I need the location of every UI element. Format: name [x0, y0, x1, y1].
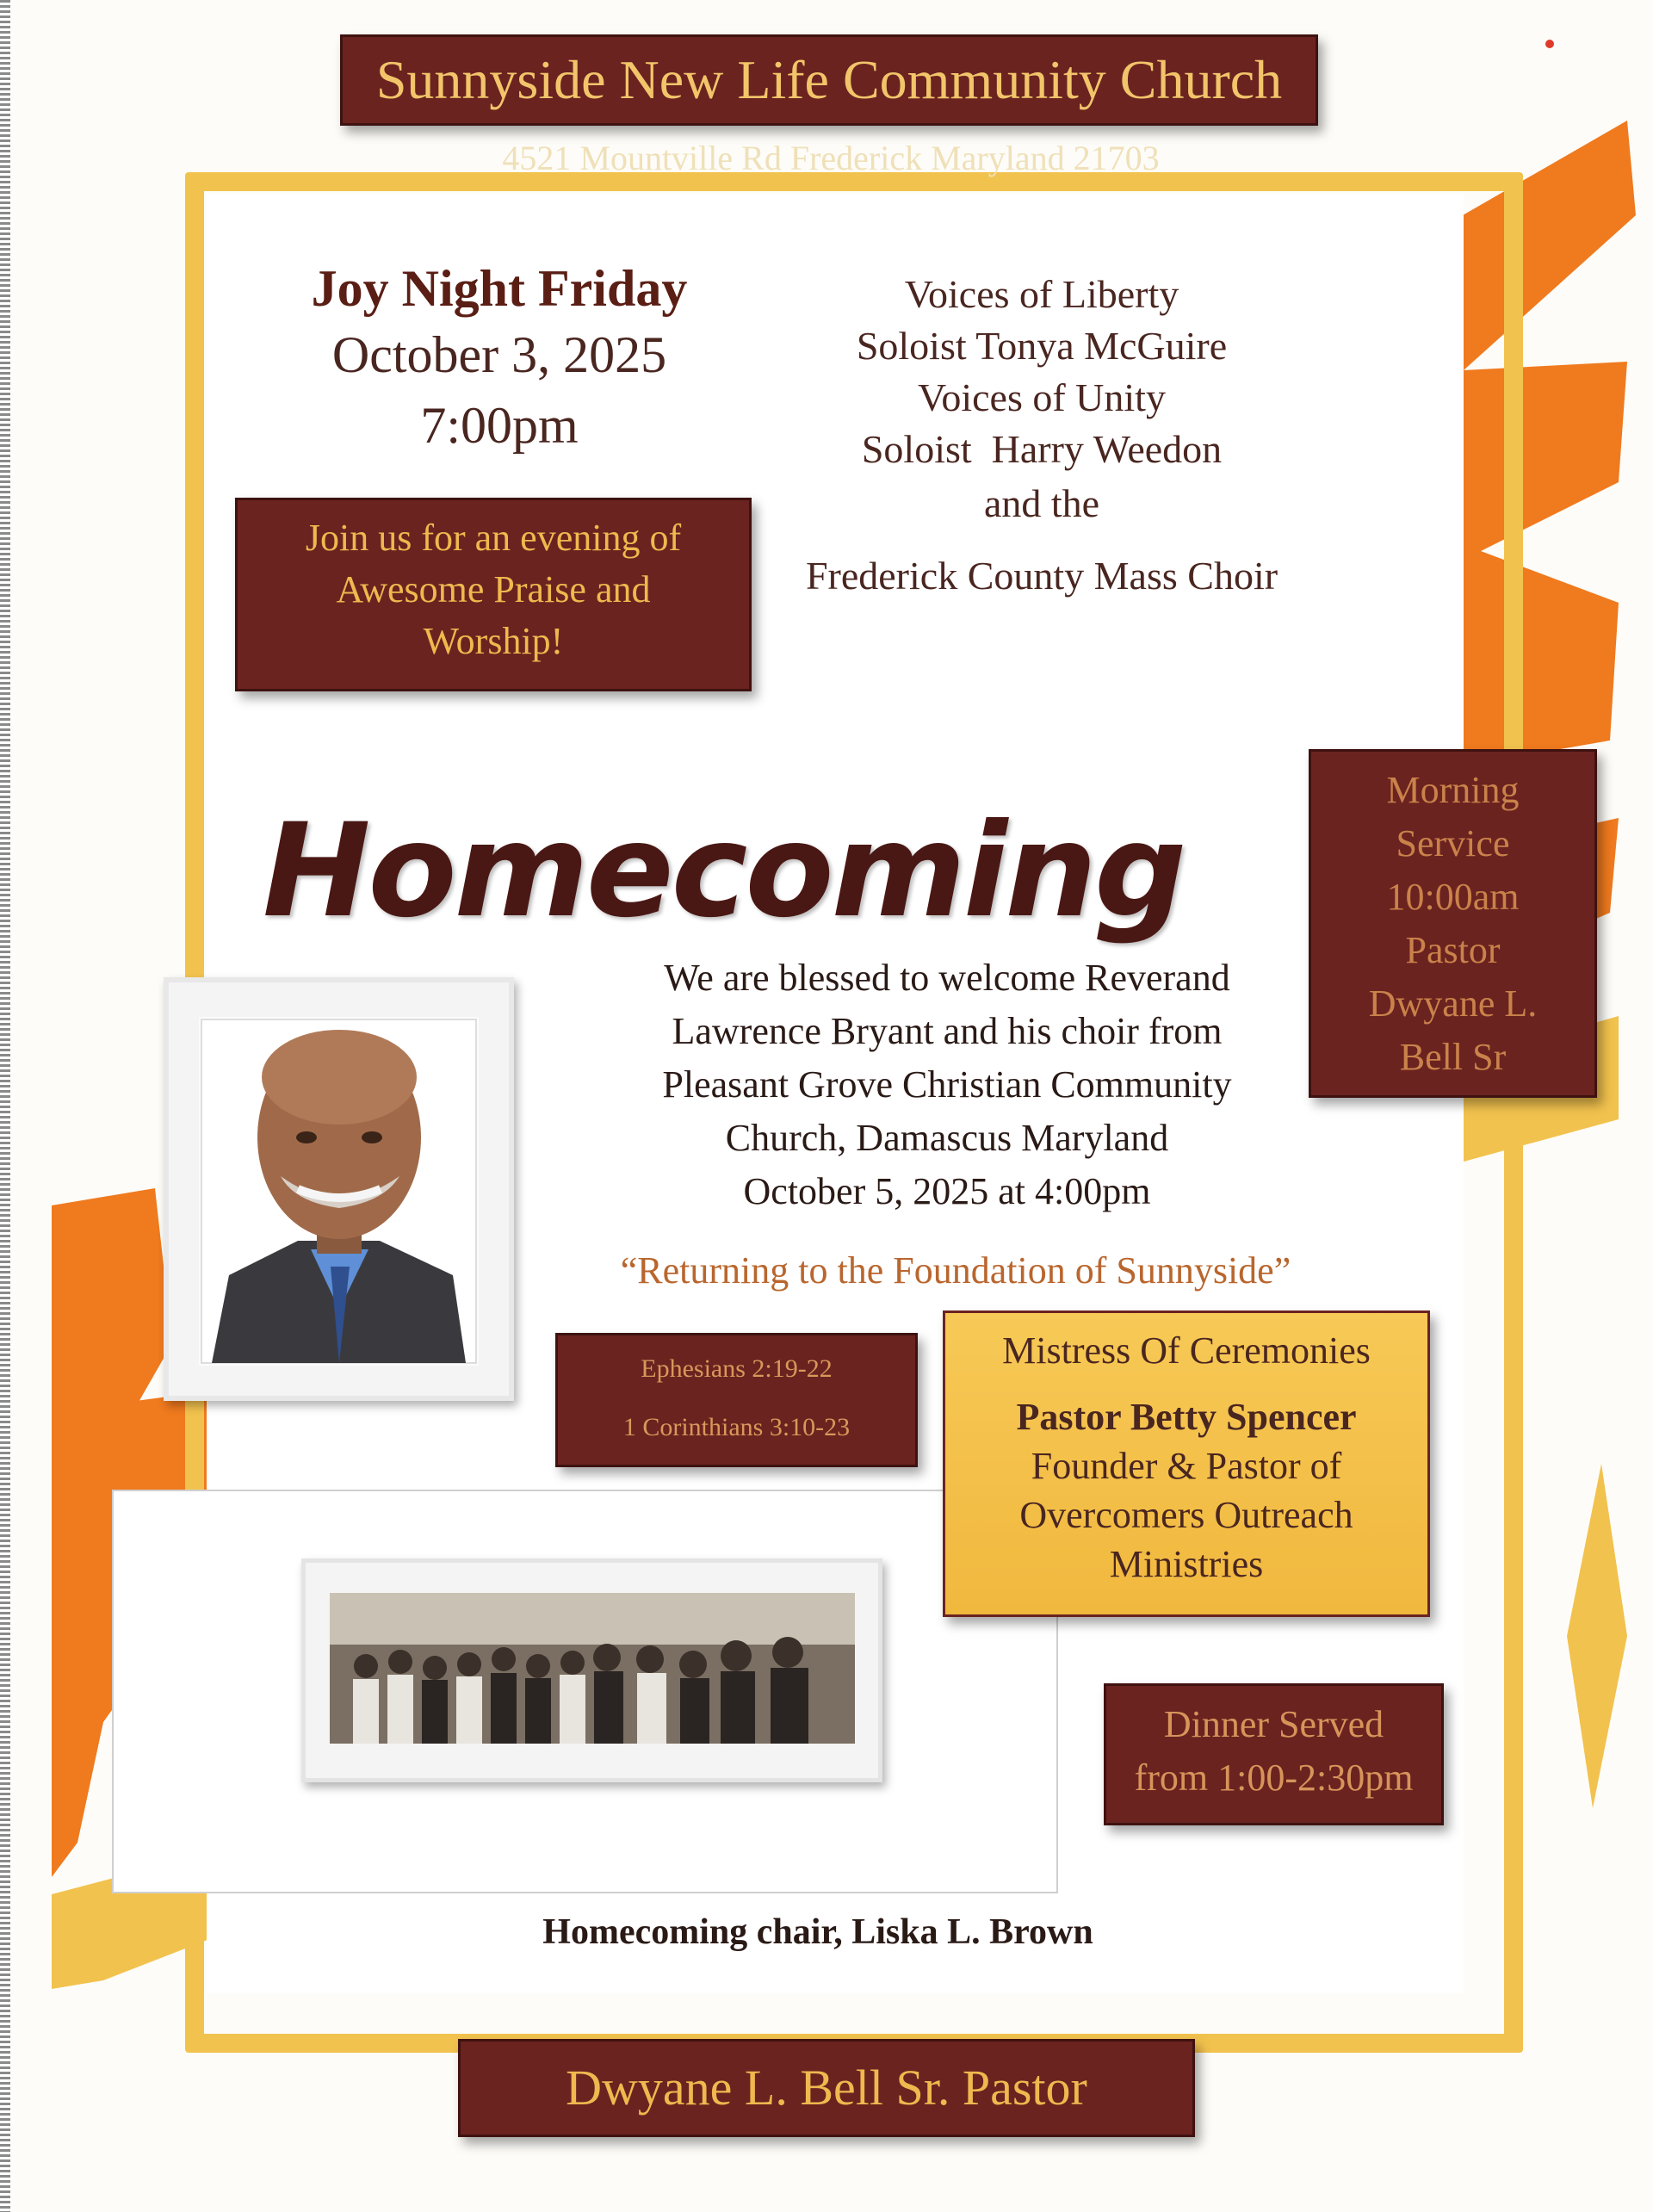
- homecoming-title: Homecoming: [263, 796, 1185, 946]
- mistress-heading: Mistress Of Ceremonies: [1002, 1329, 1371, 1372]
- homecoming-chair: Homecoming chair, Liska L. Brown: [542, 1912, 1093, 1952]
- morning-line: Morning: [1386, 769, 1520, 811]
- mistress-role-line: Overcomers Outreach: [1019, 1494, 1353, 1536]
- choir-photo-frame: [301, 1558, 882, 1782]
- mistress-of-ceremonies-box: [943, 1310, 1430, 1617]
- homecoming-theme: “Returning to the Foundation of Sunnyside”: [620, 1249, 1291, 1292]
- invite-line: Awesome Praise and: [336, 568, 651, 610]
- welcome-line: Church, Damascus Maryland: [725, 1117, 1169, 1159]
- morning-line: Pastor: [1405, 929, 1501, 971]
- welcome-line: Lawrence Bryant and his choir from: [672, 1010, 1223, 1052]
- scripture-line: Ephesians 2:19-22: [641, 1354, 833, 1383]
- portrait-frame: [164, 977, 514, 1401]
- dinner-line: Dinner Served: [1163, 1703, 1384, 1745]
- welcome-line: Pleasant Grove Christian Community: [662, 1063, 1232, 1106]
- performer-line: Frederick County Mass Choir: [805, 554, 1278, 598]
- morning-line: Bell Sr: [1399, 1036, 1507, 1078]
- joy-night-date: October 3, 2025: [331, 326, 667, 383]
- portrait-photo: [169, 982, 509, 1396]
- morning-line: Service: [1396, 822, 1510, 864]
- pastor-banner: [458, 2039, 1195, 2137]
- pastor-name: Dwyane L. Bell Sr. Pastor: [566, 2060, 1087, 2116]
- welcome-line: We are blessed to welcome Reverand: [664, 957, 1230, 999]
- dinner-box: [1104, 1683, 1444, 1825]
- mistress-role-line: Founder & Pastor of: [1031, 1445, 1342, 1487]
- performer-line: Voices of Unity: [918, 375, 1166, 419]
- church-name: Sunnyside New Life Community Church: [375, 49, 1283, 110]
- dinner-line: from 1:00-2:30pm: [1134, 1757, 1414, 1799]
- invite-line: Worship!: [423, 620, 564, 662]
- joy-night-time: 7:00pm: [420, 397, 579, 454]
- mistress-role-line: Ministries: [1109, 1543, 1264, 1585]
- morning-line: 10:00am: [1386, 876, 1520, 918]
- joy-night-invite-box: [235, 498, 752, 691]
- invite-line: Join us for an evening of: [305, 517, 682, 559]
- performer-line: Voices of Liberty: [904, 272, 1179, 316]
- scripture-line: 1 Corinthians 3:10-23: [622, 1413, 851, 1441]
- performer-line: Soloist Tonya McGuire: [856, 324, 1228, 368]
- welcome-text: [603, 951, 1291, 1218]
- welcome-line: October 5, 2025 at 4:00pm: [743, 1170, 1151, 1212]
- church-address: 4521 Mountville Rd Frederick Maryland 21703: [502, 139, 1160, 177]
- church-name-banner: [340, 34, 1318, 126]
- red-dot: [1545, 40, 1554, 48]
- joy-night-title: Joy Night Friday: [311, 260, 688, 317]
- choir-photo: [306, 1563, 878, 1778]
- mistress-name: Pastor Betty Spencer: [1016, 1396, 1357, 1438]
- performer-line: Soloist Harry Weedon: [861, 427, 1223, 471]
- scripture-box: [555, 1333, 918, 1467]
- morning-line: Dwyane L.: [1368, 982, 1538, 1025]
- performer-line: and the: [983, 481, 1100, 525]
- morning-service-box: [1309, 749, 1597, 1098]
